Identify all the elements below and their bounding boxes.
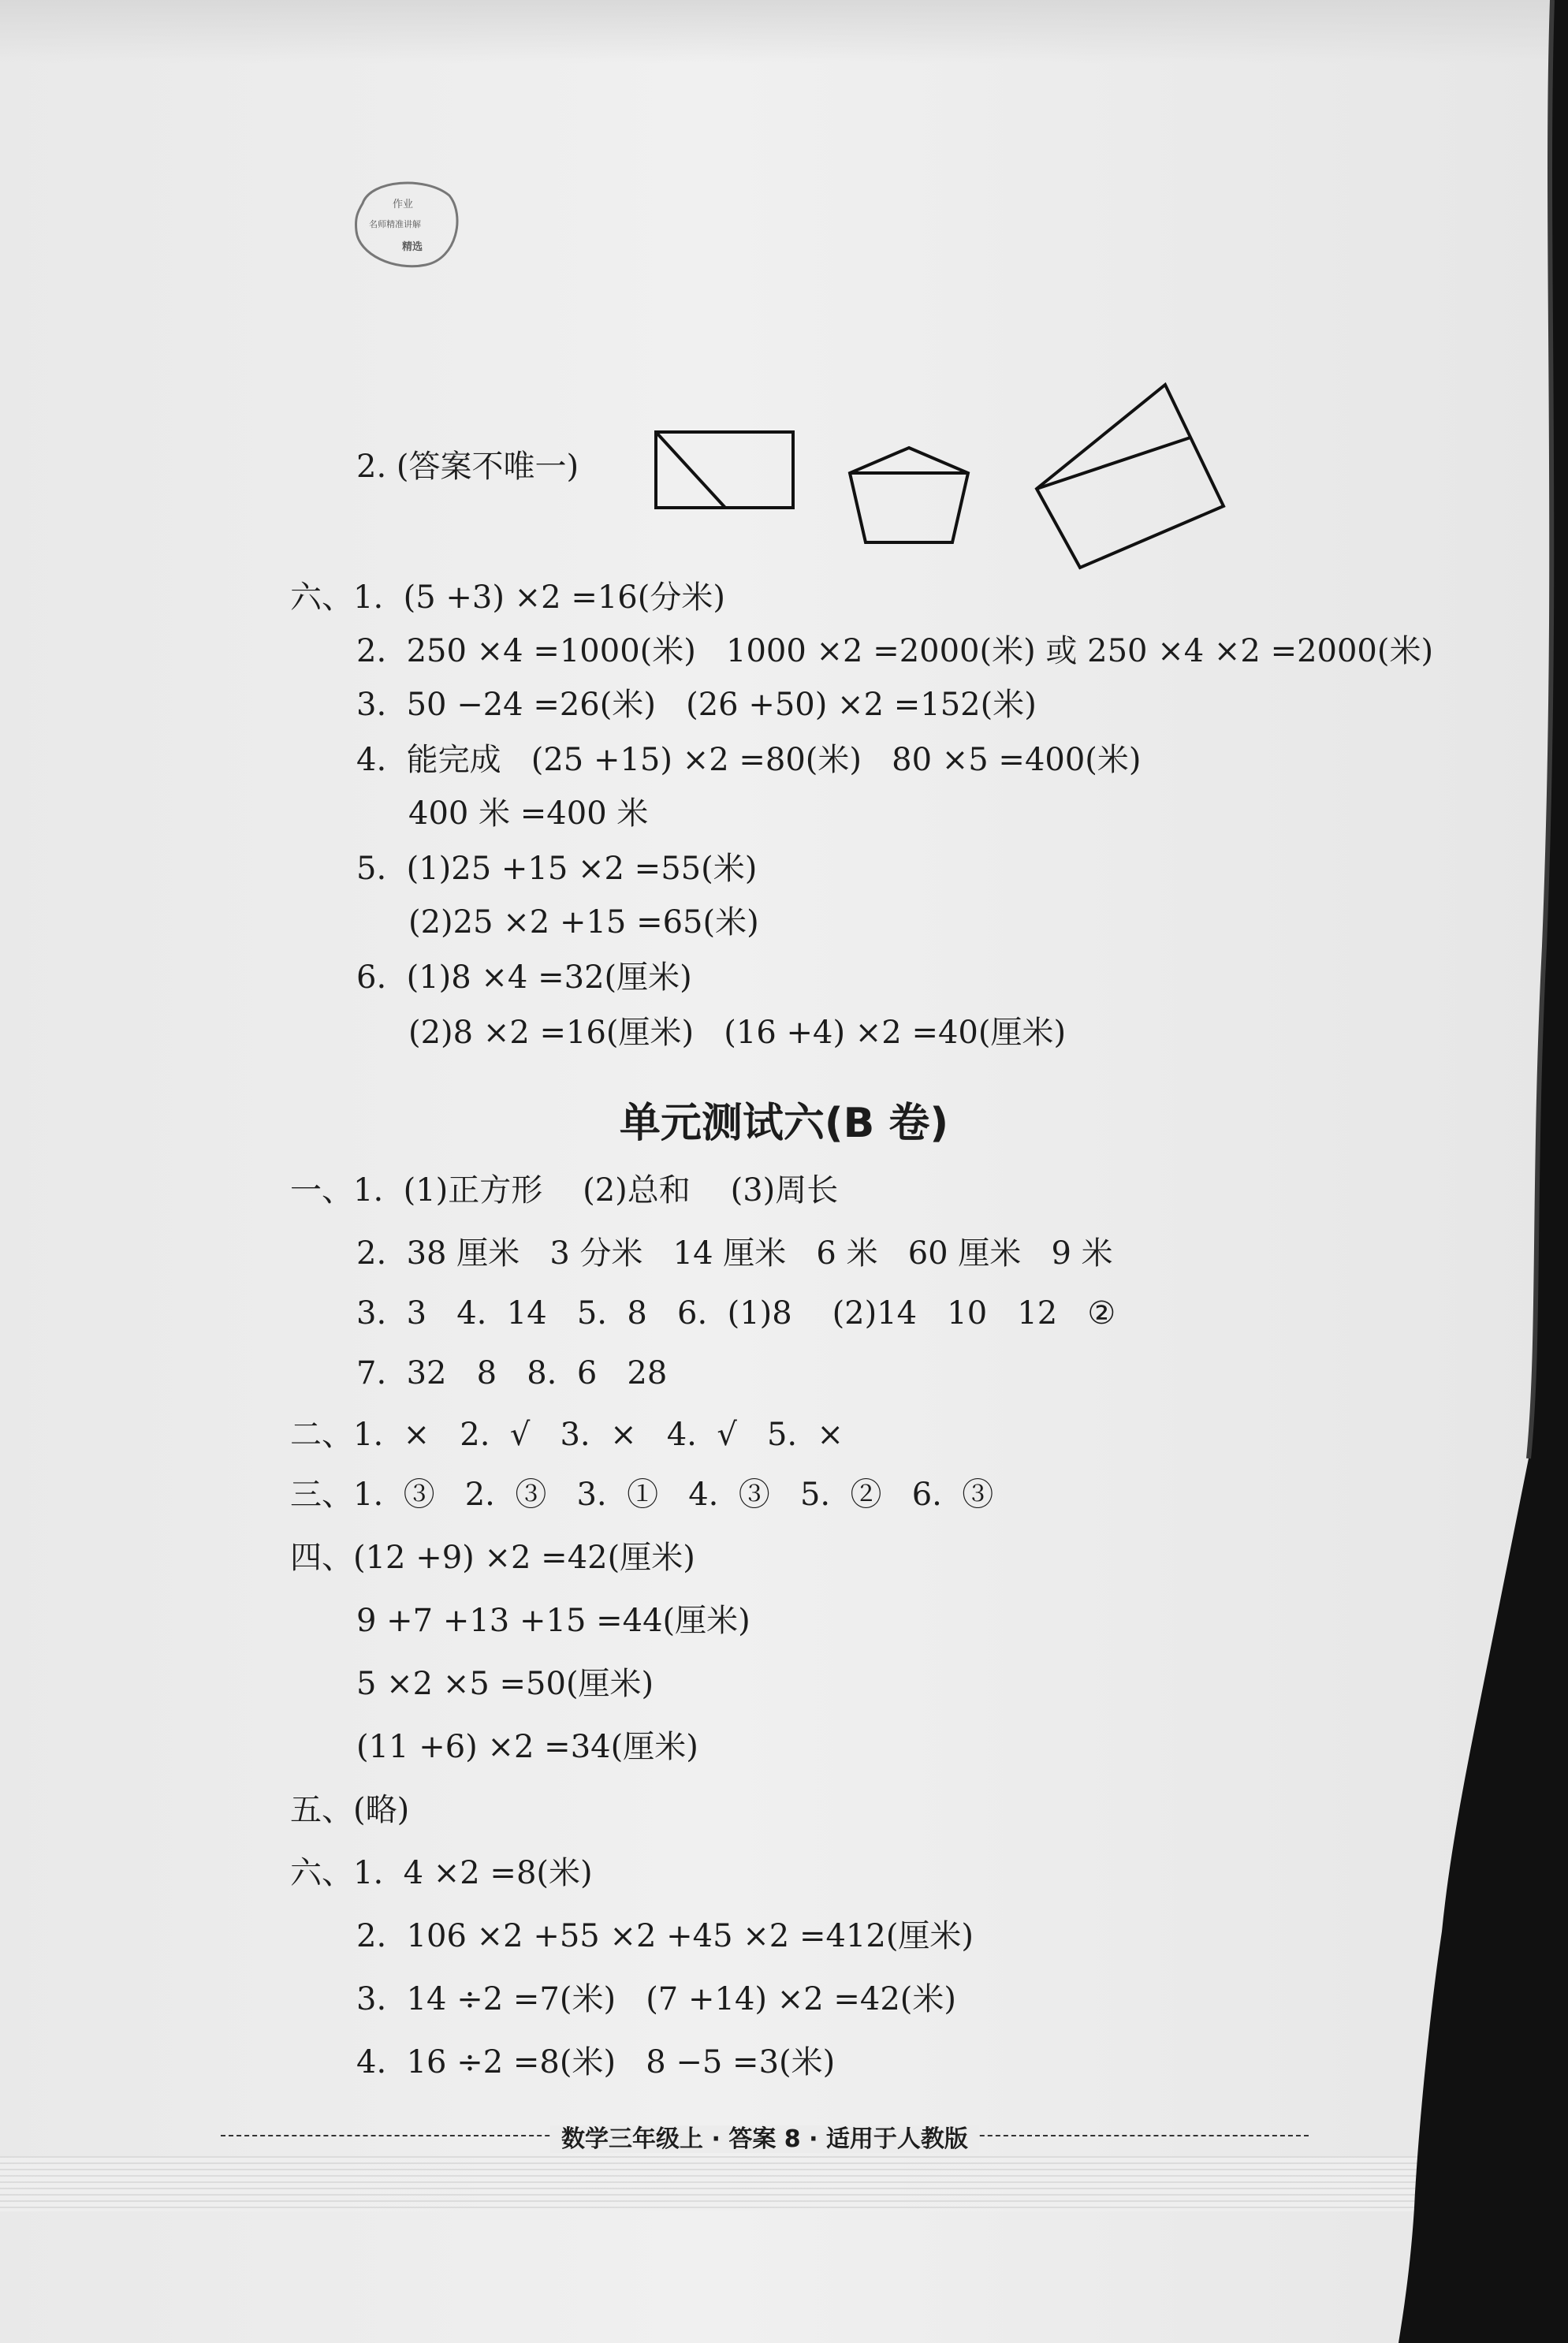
s6a-line-5: 400 米 =400 米 [408,795,649,832]
stamp-text-3: 精选 [402,241,423,253]
s6a-line-6: 5. (1)25 +15 ×2 =55(米) [356,851,758,887]
s6a-line-7: (2)25 ×2 +15 =65(米) [408,904,759,941]
pb-line-13: 2. 106 ×2 +55 ×2 +45 ×2 =412(厘米) [356,1918,974,1954]
pb-line-3: 3. 3 4. 14 5. 8 6. (1)8 (2)14 10 12 ② [356,1295,1116,1332]
pb-line-8: 9 +7 +13 +15 =44(厘米) [356,1603,750,1639]
pb-line-15: 4. 16 ÷2 =8(米) 8 −5 =3(米) [356,2044,836,2080]
torn-page-edge [1395,0,1568,2343]
scan-shadow [0,0,1568,63]
s6a-line-3: 3. 50 −24 =26(米) (26 +50) ×2 =152(米) [356,687,1037,723]
page-stack-lines [0,2156,1568,2211]
pb-line-2: 2. 38 厘米 3 分米 14 厘米 6 米 60 厘米 9 米 [356,1235,1113,1272]
pentagon-figure [850,448,968,542]
pb-line-4: 7. 32 8 8. 6 28 [356,1355,668,1391]
pb-line-6: 三、1. ③ 2. ③ 3. ① 4. ③ 5. ② 6. ③ [290,1477,994,1513]
s6a-line-1: 六、1. (5 +3) ×2 =16(分米) [290,579,725,616]
stamp-text-2: 名师精准讲解 [369,219,421,229]
pb-line-9: 5 ×2 ×5 =50(厘米) [356,1666,654,1702]
quadrilateral-figure [1037,385,1223,568]
pb-line-12: 六、1. 4 ×2 =8(米) [290,1855,593,1891]
pb-line-10: (11 +6) ×2 =34(厘米) [356,1729,698,1765]
homework-stamp [347,172,465,274]
pb-line-1: 一、1. (1)正方形 (2)总和 (3)周长 [290,1172,839,1209]
s6a-line-8: 6. (1)8 ×4 =32(厘米) [356,959,692,996]
section-heading: 单元测试六(B 卷) [619,1100,949,1147]
pb-line-5: 二、1. × 2. √ 3. × 4. √ 5. × [290,1417,844,1453]
rectangle-figure [656,432,793,508]
page-footer [221,2119,1309,2151]
shape-figures [639,378,1238,583]
stamp-text-1: 作业 [393,199,414,210]
s6a-line-2: 2. 250 ×4 =1000(米) 1000 ×2 =2000(米) 或 250 ×4 ×2 =2000(米) [356,633,1434,669]
s6a-line-4: 4. 能完成 (25 +15) ×2 =80(米) 80 ×5 =400(米) [356,742,1142,778]
s6a-line-9: (2)8 ×2 =16(厘米) (16 +4) ×2 =40(厘米) [408,1015,1067,1051]
pb-line-7: 四、(12 +9) ×2 =42(厘米) [290,1540,695,1576]
answer-2-label: 2. (答案不唯一) [356,449,579,485]
footer-text [221,2119,1309,2154]
footer-label: 数学三年级上 · 答案 8 · 适用于人教版 [550,2125,979,2153]
pb-line-11: 五、(略) [290,1792,410,1828]
pb-line-14: 3. 14 ÷2 =7(米) (7 +14) ×2 =42(米) [356,1981,957,2017]
